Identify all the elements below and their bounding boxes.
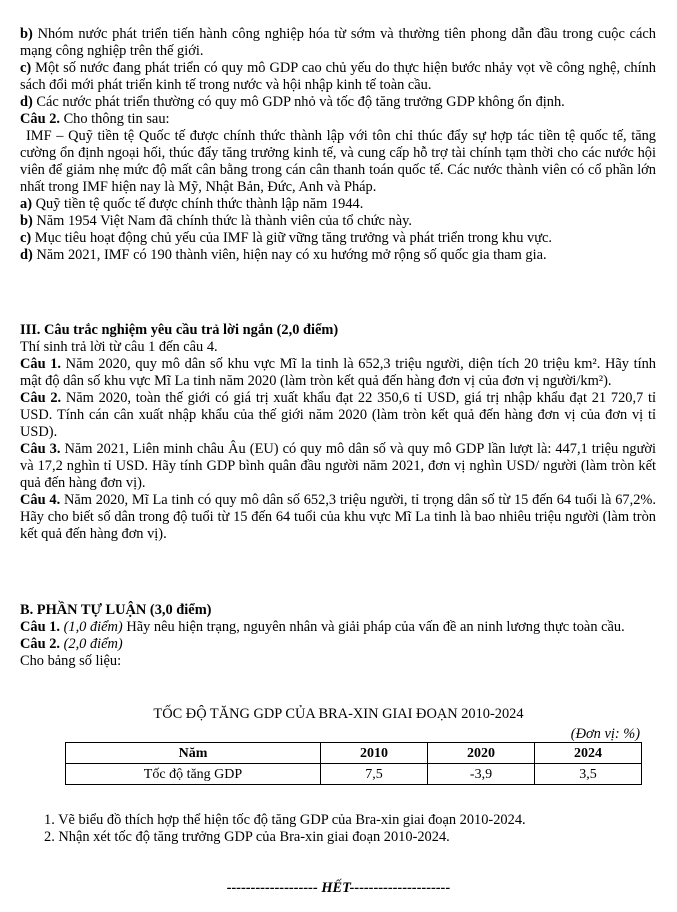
imf-statement-d: d) Năm 2021, IMF có 190 thành viên, hiện nay có xu hướng mở rộng số quốc gia tham gia. [20,247,547,263]
header-year: Năm [66,743,321,764]
part-3-block [20,322,656,543]
value-2010: 7,5 [321,764,428,785]
table-header-row [66,743,642,764]
task-list [44,812,656,846]
essay-question-1: Câu 1. (1,0 điểm) Hãy nêu hiện trạng, nguyên nhân và giải pháp của vấn đề an ninh lương thực toàn cầu. [20,619,625,635]
question-2-title: Câu 2. Cho thông tin sau: [20,111,170,127]
row-label: Tốc độ tăng GDP [66,764,321,785]
part-3-instruction: Thí sinh trả lời từ câu 1 đến câu 4. [20,339,218,355]
value-2024: 3,5 [535,764,642,785]
table-intro: Cho bảng số liệu: [20,653,122,669]
part-b-heading: B. PHẦN TỰ LUẬN (3,0 điểm) [20,602,212,618]
table-unit: (Đơn vị: %) [570,726,640,742]
essay-question-2: Câu 2. (2,0 điểm) [20,636,123,652]
header-2024: 2024 [535,743,642,764]
task-1: 1. Vẽ biểu đồ thích hợp thể hiện tốc độ tăng GDP của Bra-xin giai đoạn 2010-2024. [44,812,526,828]
imf-info: IMF – Quỹ tiền tệ Quốc tế được chính thức thành lập với tôn chỉ thúc đẩy sự hợp tác tiền tệ quốc tế, tăng cường ổn định ngoại hối, thúc đẩy tăng trưởng kinh tế, và cung cấp hỗ trợ tài chính tạm thời cho các nước hội viên để giảm nhẹ mức độ mất cân bằng trong cán cân thanh toán quốc tế. Các nước thành viên có cổ phần lớn nhất trong IMF hiện nay là Mỹ, Nhật Bản, Đức, Anh và Pháp. [20,128,656,195]
short-question-1: Câu 1. Năm 2020, quy mô dân số khu vực Mĩ la tinh là 652,3 triệu người, diện tích 20 triệu km². Hãy tính mật độ dân số khu vực Mĩ La tinh năm 2020 (làm tròn kết quả đến hàng đơn vị của đơn vị người/km²). [20,356,656,389]
table-title: TỐC ĐỘ TĂNG GDP CỦA BRA-XIN GIAI ĐOẠN 2010-2024 [153,706,524,722]
end-marker: ------------------- HẾT--------------------- [226,880,451,896]
table-row [66,764,642,785]
short-question-2: Câu 2. Năm 2020, toàn thế giới có giá trị xuất khẩu đạt 22 350,6 tỉ USD, giá trị nhập khẩu đạt 21 720,7 tỉ USD. Tính cán cân xuất nhập khẩu của thế giới năm 2020 (làm tròn kết quả đến hàng đơn vị của đơn vị tỉ USD). [20,390,656,440]
statement-b: b) Nhóm nước phát triển tiến hành công nghiệp hóa từ sớm và thường tiên phong dẫn đầu trong cuộc cách mạng công nghiệp trên thế giới. [20,26,656,59]
part-b-block [20,602,656,670]
value-2020: -3,9 [428,764,535,785]
statement-d: d) Các nước phát triển thường có quy mô GDP nhỏ và tốc độ tăng trưởng GDP không ổn định. [20,94,565,110]
short-question-3: Câu 3. Năm 2021, Liên minh châu Âu (EU) có quy mô dân số và quy mô GDP lần lượt là: 447,1 triệu người và 17,2 nghìn tỉ USD. Hãy tính GDP bình quân đầu người năm 2021, đơn vị nghìn USD/ người (làm tròn kết quả đến hàng đơn vị). [20,441,657,491]
header-2020: 2020 [428,743,535,764]
gdp-table [65,742,642,785]
short-question-4: Câu 4. Năm 2020, Mĩ La tinh có quy mô dân số 652,3 triệu người, tỉ trọng dân số từ 15 đến 64 tuổi là 67,2%. Hãy cho biết số dân trong độ tuổi từ 15 đến 64 tuổi của khu vực Mĩ La tinh là bao nhiêu triệu người (làm tròn kết quả đến hàng đơn vị). [20,492,656,542]
imf-statement-b: b) Năm 1954 Việt Nam đã chính thức là thành viên của tổ chức này. [20,213,412,229]
imf-statement-a: a) Quỹ tiền tệ quốc tế được chính thức thành lập năm 1944. [20,196,364,212]
imf-statement-c: c) Mục tiêu hoạt động chủ yếu của IMF là giữ vững tăng trưởng và phát triển trong khu vực. [20,230,552,246]
header-2010: 2010 [321,743,428,764]
statements-block-1 [20,26,656,264]
task-2: 2. Nhận xét tốc độ tăng trưởng GDP của Bra-xin giai đoạn 2010-2024. [44,829,450,845]
part-3-heading: III. Câu trắc nghiệm yêu cầu trả lời ngắn (2,0 điểm) [20,322,339,338]
statement-c: c) Một số nước đang phát triển có quy mô GDP cao chủ yếu do thực hiện bước nhảy vọt về công nghệ, chính sách đổi mới phát triển kinh tế trong nước và hội nhập kinh tế toàn cầu. [20,60,656,93]
